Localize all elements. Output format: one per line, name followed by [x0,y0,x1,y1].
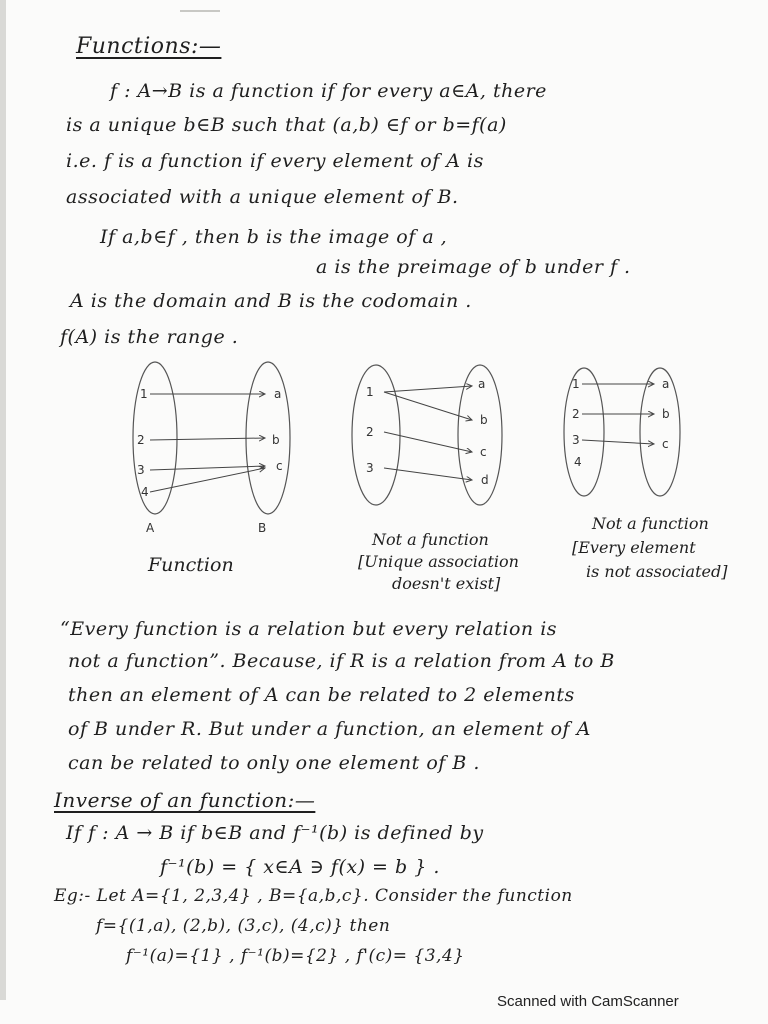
d2-label-c: c [480,445,487,459]
d1-arrow-2b [150,438,265,440]
relation-line-4: of B under R. But under a function, an element of A [68,718,591,740]
definition-line-4: associated with a unique element of B. [66,186,459,208]
relation-line-5: can be related to only one element of B . [68,752,480,774]
definition-line-3: i.e. f is a function if every element of A is [66,150,484,172]
relation-line-3: then an element of A can be related to 2 elements [68,684,575,706]
d3-label-a: a [662,377,670,391]
example-line-2: f={(1,a), (2,b), (3,c), (4,c)} then [96,916,391,936]
d1-label-b: b [272,433,280,447]
d3-codomain-ellipse [640,368,680,496]
d2-label-a: a [478,377,486,391]
inverse-line-2: f⁻¹(b) = { x∈A ∋ f(x) = b } . [160,856,440,878]
d3-caption-1: Not a function [592,514,709,533]
d1-set-a: A [146,521,155,535]
d3-label-1: 1 [572,377,580,391]
d1-label-4: 4 [141,485,149,499]
inverse-line-1: If f : A → B if b∈B and f⁻¹(b) is defined by [66,822,484,844]
d1-caption: Function [148,554,234,576]
mapping-diagrams [0,360,768,540]
d3-caption-2: [Every element [572,538,696,557]
example-line-1: Eg:- Let A={1, 2,3,4} , B={a,b,c}. Consider the function [54,886,573,906]
d3-label-3: 3 [572,433,580,447]
range-line: f(A) is the range . [60,326,239,348]
d1-set-b: B [258,521,267,535]
d2-domain-ellipse [352,365,400,505]
d1-label-1: 1 [140,387,148,401]
d2-label-3: 3 [366,461,374,475]
d2-arrow-2c [384,432,472,452]
d2-label-d: d [481,473,489,487]
d3-arrow-3c [582,440,654,444]
notes-title: Functions:— [76,34,222,59]
scanner-watermark: Scanned with CamScanner [497,993,679,1010]
image-line-2: a is the preimage of b under f . [316,256,631,278]
d2-arrow-1a [384,386,472,392]
definition-line-1: f : A→B is a function if for every a∈A, there [110,80,547,102]
d2-caption-2: [Unique association [358,552,519,571]
domain-line: A is the domain and B is the codomain . [70,290,472,312]
d3-label-b: b [662,407,670,421]
example-line-3: f⁻¹(a)={1} , f⁻¹(b)={2} , f'(c)= {3,4} [126,946,465,966]
d2-label-2: 2 [366,425,374,439]
d2-label-b: b [480,413,488,427]
d2-caption-1: Not a function [372,530,489,549]
image-line-1: If a,b∈f , then b is the image of a , [100,226,448,248]
d1-label-c: c [276,459,283,473]
d3-caption-3: is not associated] [586,562,728,581]
d3-domain-ellipse [564,368,604,496]
d1-arrow-4c [150,468,265,492]
d2-caption-3: doesn't exist] [392,574,501,593]
d2-arrow-1b [384,392,472,420]
d3-label-4: 4 [574,455,582,469]
d2-label-1: 1 [366,385,374,399]
d2-arrow-3d [384,468,472,480]
d1-label-3: 3 [137,463,145,477]
relation-line-2: not a function”. Because, if R is a relation from A to B [68,650,615,672]
d1-label-a: a [274,387,282,401]
definition-line-2: is a unique b∈B such that (a,b) ∈f or b=f(a) [66,114,507,136]
page-top-mark [180,10,220,12]
d3-label-2: 2 [572,407,580,421]
relation-line-1: “Every function is a relation but every relation is [60,618,558,640]
inverse-title: Inverse of an function:— [54,788,316,812]
d1-label-2: 2 [137,433,145,447]
d3-label-c: c [662,437,669,451]
